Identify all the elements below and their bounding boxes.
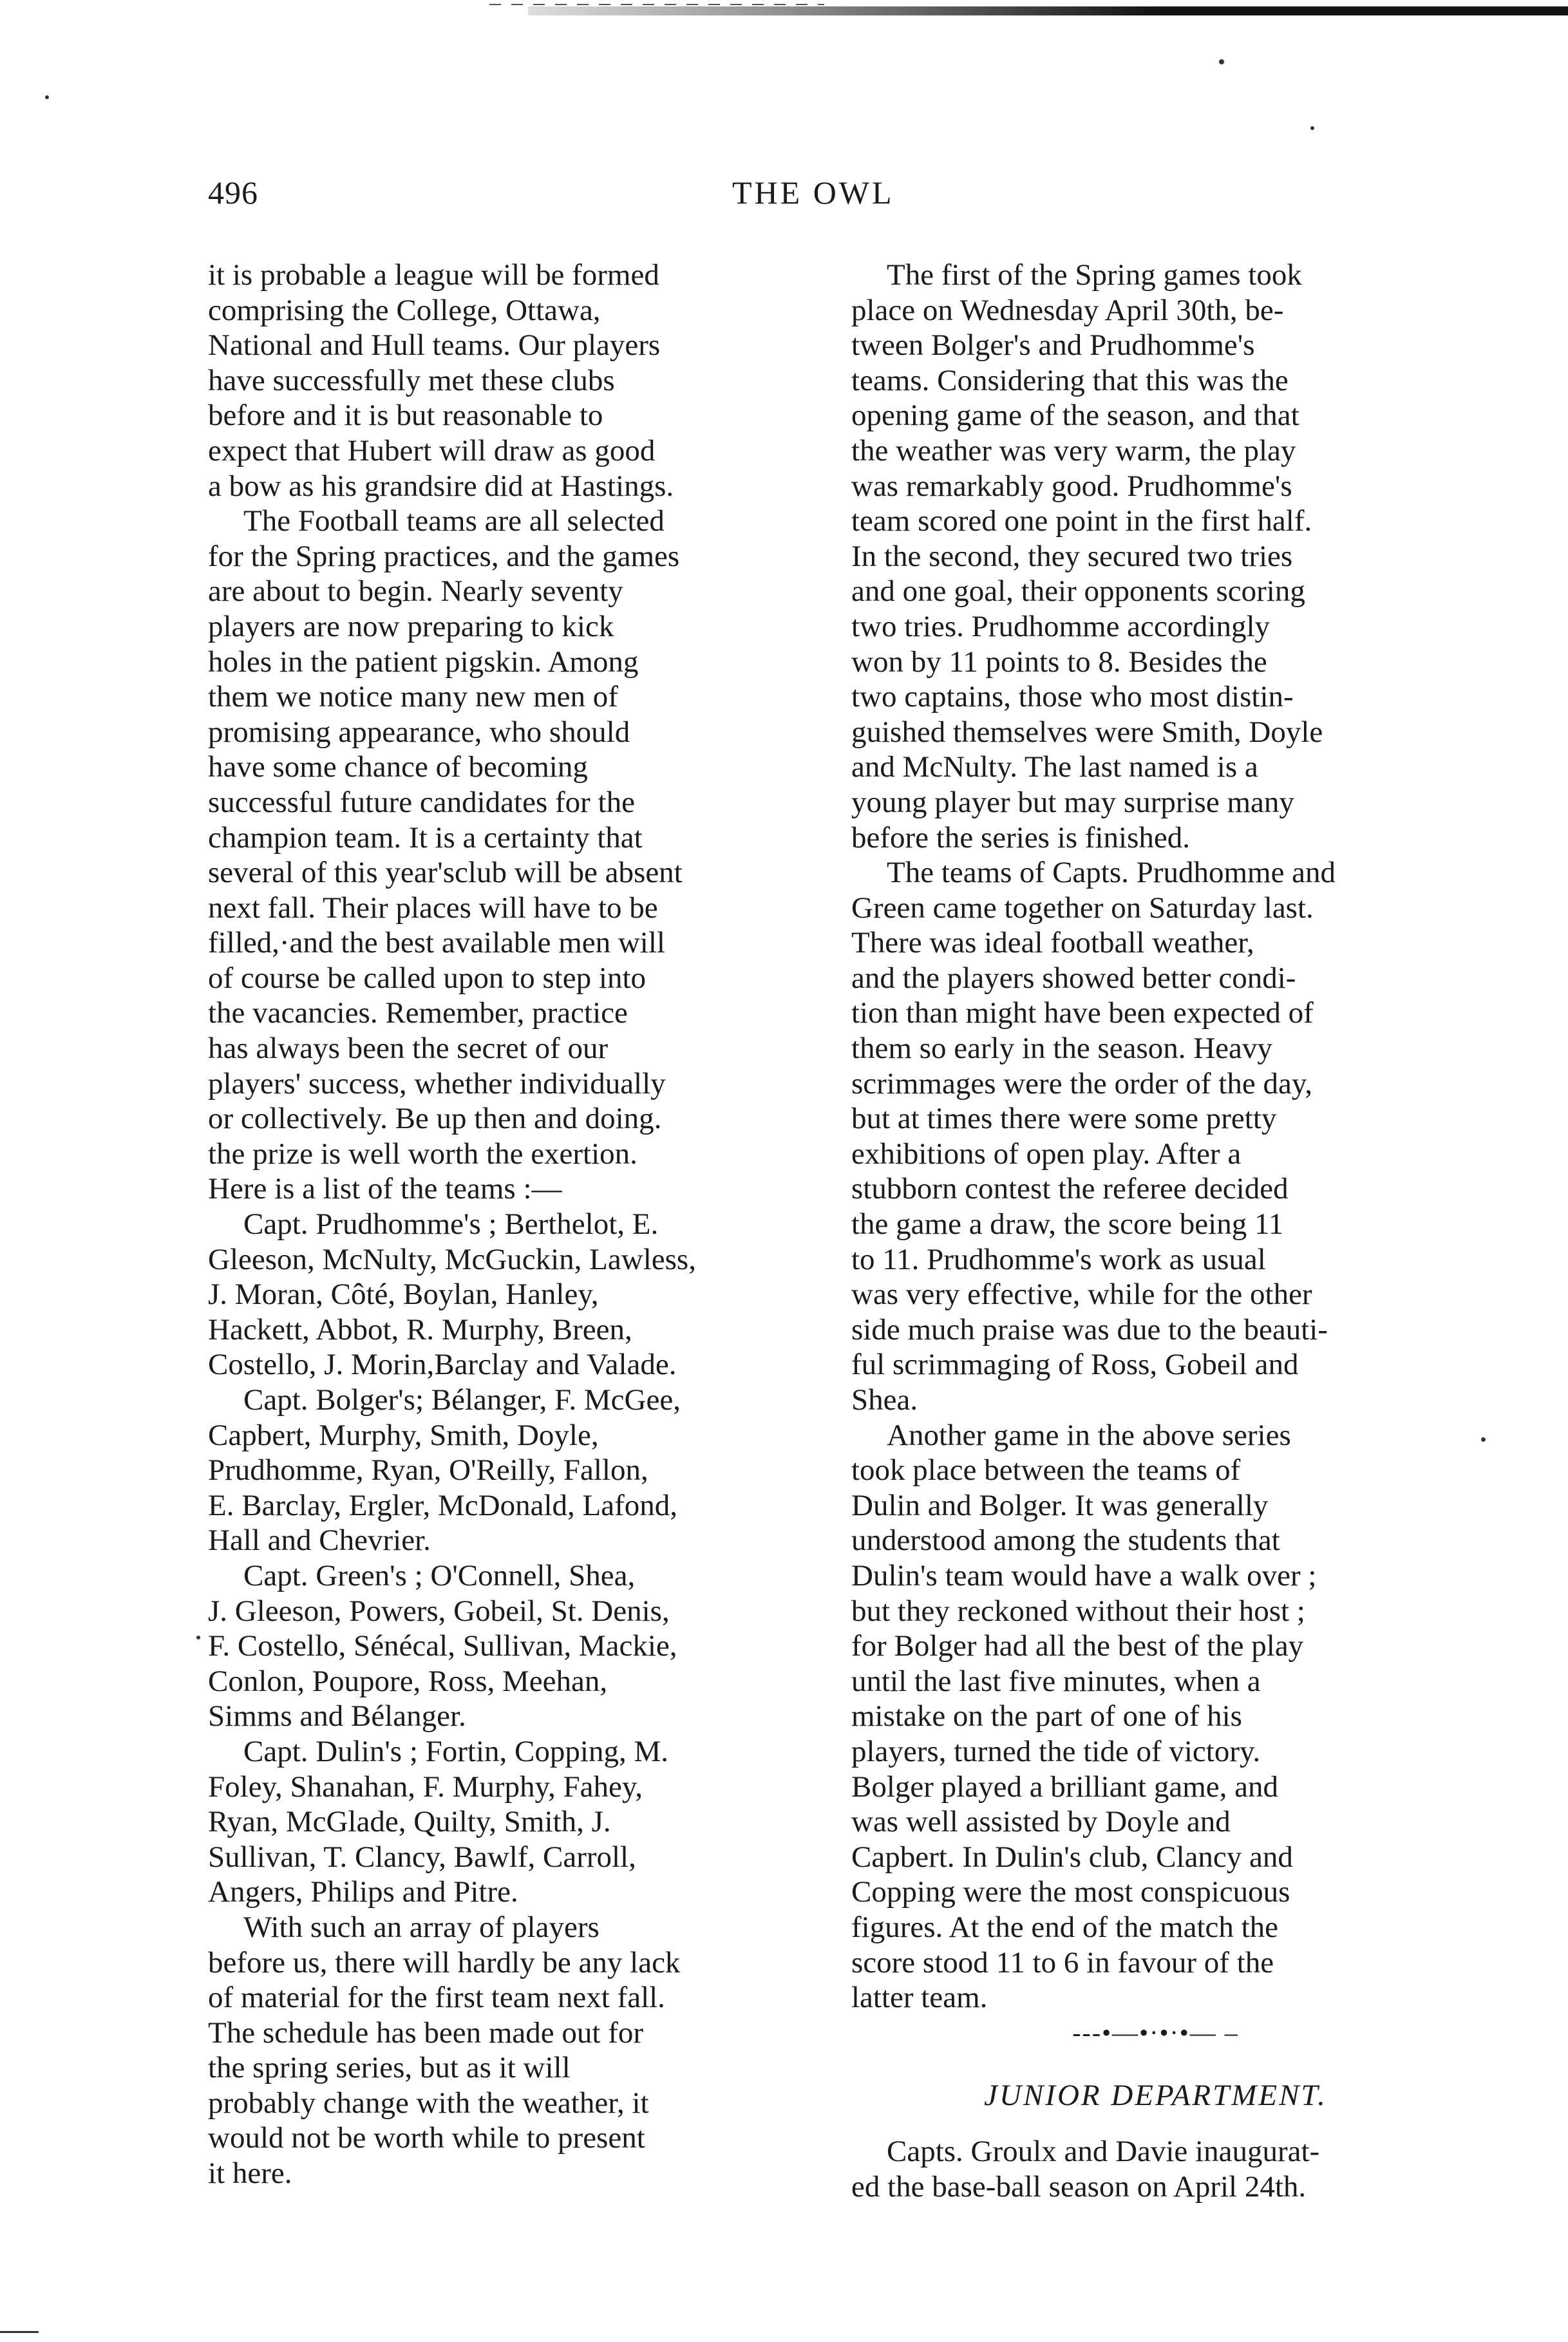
- print-speck: [1310, 126, 1314, 130]
- print-speck: [1219, 59, 1224, 64]
- paragraph-dulin-bolger-game: Another game in the above series took place between the teams of Dulin and Bolger. It was generally understood among the students that Dulin's team would have a walk over ; but they reckoned without their host ; for Bolger had all the best of the play until the last five minutes, when a mistake on the part of one of his players, turned the tide of victory. Bolger played a brilliant game, and was well assisted by Doyle and Capbert. In Dulin's club, Clancy and Copping were the most conspicuous figures. At the end of the match the score stood 11 to 6 in favour of the latter team.: [851, 1418, 1317, 2015]
- paragraph-prudhomme-green-game: The teams of Capts. Prudhomme and Green came together on Saturday last. There was ideal football weather, and the players showed better condi- tion than might have been expected of them so early in the season. Heavy scrimmages were the order of the day, but at times there were some pretty exhibitions of open play. After a stubborn contest the referee decided the game a draw, the score being 11 to 11. Prudhomme's work as usual was very effective, while for the other side much praise was due to the beauti- ful scrimmaging of Ross, Gobeil and Shea.: [851, 856, 1336, 1417]
- margin-mark: [0, 2331, 39, 2333]
- page-number: 496: [208, 175, 258, 211]
- team-list-prudhomme: Capt. Prudhomme's ; Berthelot, E. Gleeson, McNulty, McGuckin, Lawless, J. Moran, Côté, Boylan, Hanley, Hackett, Abbot, R. Murphy, Breen, Costello, J. Morin,Barclay and Valade.: [208, 1207, 696, 1382]
- right-column: [851, 258, 1460, 2204]
- print-speck: [1481, 1437, 1486, 1442]
- print-speck: [196, 1636, 200, 1639]
- paragraph-schedule: With such an array of players before us, there will hardly be any lack of material for the first team next fall. The schedule has been made out for the spring series, but as it will probably change with the weather, it would not be worth while to present it here.: [208, 1910, 681, 2191]
- paragraph-junior-baseball: Capts. Groulx and Davie inaugurat- ed the base-ball season on April 24th.: [851, 2135, 1320, 2204]
- paragraph-continued: it is probable a league will be formed comprising the College, Ottawa, National and Hull teams. Our players have successfully met these clubs before and it is but reasonable to expect that Hubert will draw as good a bow as his grandsire did at Hastings.: [208, 258, 674, 503]
- team-list-bolger: Capt. Bolger's; Bélanger, F. McGee, Capbert, Murphy, Smith, Doyle, Prudhomme, Ryan, O'Reilly, Fallon, E. Barclay, Ergler, McDonald, Lafond, Hall and Chevrier.: [208, 1383, 681, 1558]
- team-list-dulin: Capt. Dulin's ; Fortin, Copping, M. Foley, Shanahan, F. Murphy, Fahey, Ryan, McGlade, Quilty, Smith, J. Sullivan, T. Clancy, Bawlf, Carroll, Angers, Philips and Pitre.: [208, 1734, 668, 1909]
- paragraph-football-teams: The Football teams are all selected for the Spring practices, and the games are about to begin. Nearly seventy players are now preparing to kick holes in the patient pigskin. Among them we notice many new men of promising appearance, who should have some chance of becoming successful future candidates for the champion team. It is a certainty that several of this year'sclub will be absent next fall. Their places will have to be filled,·and the best available men will of course be called upon to step into the vacancies. Remember, practice has always been the secret of our players' success, whether individually or collectively. Be up then and doing. the prize is well worth the exertion. Here is a list of the teams :—: [208, 504, 683, 1206]
- section-heading-junior-department: JUNIOR DEPARTMENT.: [984, 2079, 1327, 2113]
- ornamental-divider: ---•—•·•·•— –: [1072, 2017, 1239, 2047]
- team-list-green: Capt. Green's ; O'Connell, Shea, J. Gleeson, Powers, Gobeil, St. Denis, F. Costello, Sénécal, Sullivan, Mackie, Conlon, Poupore, Ross, Meehan, Simms and Bélanger.: [208, 1558, 677, 1733]
- paragraph-first-spring-game: The first of the Spring games took place on Wednesday April 30th, be- tween Bolger's and Prudhomme's teams. Considering that this was the opening game of the season, and that the weather was very warm, the play was remarkably good. Prudhomme's team scored one point in the first half. In the second, they secured two tries and one goal, their opponents scoring two tries. Prudhomme accordingly won by 11 points to 8. Besides the two captains, those who most distin- guished themselves were Smith, Doyle and McNulty. The last named is a young player but may surprise many before the series is finished.: [851, 258, 1323, 855]
- print-speck: [45, 95, 49, 99]
- top-dashed-rule: [489, 4, 824, 5]
- left-column: [208, 258, 817, 2191]
- top-printed-rule: [528, 6, 1568, 15]
- running-head: THE OWL: [732, 175, 894, 211]
